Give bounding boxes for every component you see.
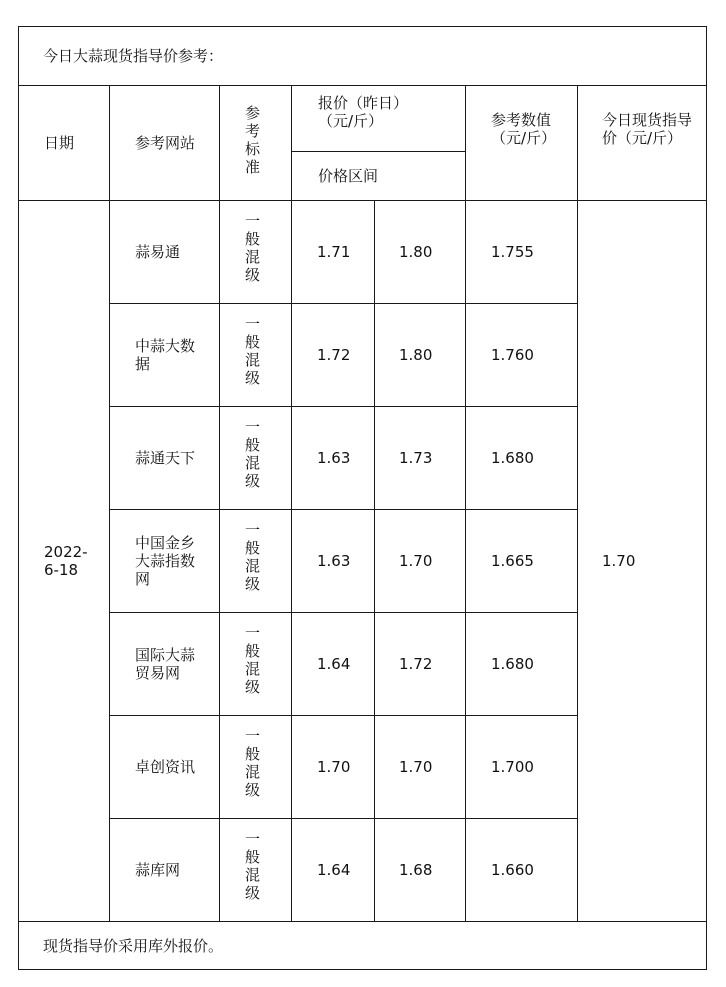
- site-name: 蒜通天下: [110, 407, 220, 510]
- header-quote: 报价（昨日）（元/斤）: [292, 86, 466, 152]
- price-low: 1.64: [292, 613, 375, 716]
- price-low: 1.63: [292, 510, 375, 613]
- today-price-value: 1.70: [578, 201, 707, 922]
- standard-cell: 一般混级: [220, 510, 292, 613]
- price-low: 1.70: [292, 716, 375, 819]
- standard-cell: 一般混级: [220, 201, 292, 304]
- ref-value: 1.755: [466, 201, 578, 304]
- standard-cell: 一般混级: [220, 304, 292, 407]
- site-name: 中国金乡大蒜指数网: [110, 510, 220, 613]
- header-today-price: 今日现货指导价（元/斤）: [578, 86, 707, 201]
- header-range: 价格区间: [292, 152, 466, 201]
- date-cell: 2022-6-18: [19, 201, 110, 922]
- header-standard: 参考标准: [220, 86, 292, 201]
- site-name: 国际大蒜贸易网: [110, 613, 220, 716]
- price-table: [18, 26, 707, 970]
- price-high: 1.80: [375, 201, 466, 304]
- ref-value: 1.680: [466, 407, 578, 510]
- site-name: 卓创资讯: [110, 716, 220, 819]
- table-footer-note: 现货指导价采用库外报价。: [19, 922, 707, 970]
- price-low: 1.71: [292, 201, 375, 304]
- header-ref-value: 参考数值（元/斤）: [466, 86, 578, 201]
- standard-cell: 一般混级: [220, 407, 292, 510]
- ref-value: 1.760: [466, 304, 578, 407]
- standard-cell: 一般混级: [220, 613, 292, 716]
- ref-value: 1.660: [466, 819, 578, 922]
- site-name: 蒜易通: [110, 201, 220, 304]
- standard-cell: 一般混级: [220, 716, 292, 819]
- price-low: 1.72: [292, 304, 375, 407]
- price-high: 1.80: [375, 304, 466, 407]
- price-high: 1.68: [375, 819, 466, 922]
- header-date: 日期: [19, 86, 110, 201]
- price-low: 1.63: [292, 407, 375, 510]
- header-site: 参考网站: [110, 86, 220, 201]
- ref-value: 1.680: [466, 613, 578, 716]
- price-high: 1.70: [375, 510, 466, 613]
- table-title: 今日大蒜现货指导价参考：: [19, 27, 707, 86]
- price-high: 1.73: [375, 407, 466, 510]
- site-name: 蒜库网: [110, 819, 220, 922]
- price-low: 1.64: [292, 819, 375, 922]
- ref-value: 1.665: [466, 510, 578, 613]
- price-high: 1.72: [375, 613, 466, 716]
- site-name: 中蒜大数据: [110, 304, 220, 407]
- price-high: 1.70: [375, 716, 466, 819]
- ref-value: 1.700: [466, 716, 578, 819]
- standard-cell: 一般混级: [220, 819, 292, 922]
